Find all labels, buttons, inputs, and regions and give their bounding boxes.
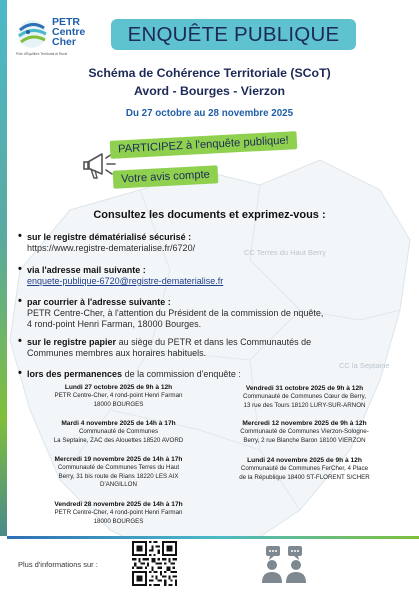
item-email — [27, 265, 387, 287]
bullet-courrier: • — [18, 295, 22, 307]
bullet-permanences: • — [18, 367, 22, 379]
permanence-7 — [26, 501, 211, 526]
item-permanences — [27, 369, 387, 380]
permanence-1 — [26, 384, 211, 409]
perm-date: Vendredi 28 novembre 2025 de 14h à 17h — [54, 501, 183, 508]
page-title: ENQUÊTE PUBLIQUE — [127, 22, 340, 46]
perm-line: 13 rue des Tours 18120 LURY-SUR-ARNON — [243, 401, 366, 409]
permanence-2 — [212, 385, 397, 410]
perm-line: Berry, 2 rue Blanche Baron 18100 VIERZON — [243, 436, 366, 444]
logo-line1: PETR — [52, 16, 81, 28]
logo-line2: Centre — [52, 26, 86, 38]
perm-date: Lundi 24 novembre 2025 de 9h à 12h — [247, 457, 362, 464]
email-label: via l'adresse mail suivante : — [27, 265, 146, 275]
bullet-email: • — [18, 263, 22, 275]
perm-date: Vendredi 31 octobre 2025 de 9h à 12h — [245, 385, 364, 392]
papier-rest: au siège du PETR et dans les Communautés de — [118, 337, 312, 347]
registre-url[interactable]: https://www.registre-dematerialise.fr/6720/ — [27, 242, 196, 253]
consult-heading: Consultez les documents et exprimez-vous : — [93, 209, 326, 221]
logo-line3: Cher — [52, 36, 76, 48]
perm-line: PETR Centre-Cher, 4 rond-point Henri Farman — [54, 509, 183, 517]
perm-date: Mercredi 12 novembre 2025 de 9h à 12h — [242, 420, 367, 427]
petr-logo — [16, 16, 100, 60]
permanence-6 — [212, 457, 397, 482]
qr-code[interactable] — [132, 541, 177, 586]
logo-icon — [16, 18, 50, 50]
opinion-badge: Votre avis compte — [113, 165, 219, 188]
perm-line: D'ANGILLON — [100, 480, 137, 488]
participate-badge: PARTICIPEZ à l'enquête publique! — [110, 131, 298, 159]
subtitle-scot: Schéma de Cohérence Territoriale (SCoT) — [88, 66, 331, 80]
bullet-registre: • — [18, 230, 22, 242]
perm-date: Mardi 4 novembre 2025 de 14h à 17h — [61, 420, 176, 427]
subtitle-places: Avord - Bourges - Vierzon — [134, 84, 285, 98]
item-courrier — [27, 297, 387, 329]
item-papier — [27, 337, 387, 359]
perm-rest: de la commission d'enquête : — [124, 369, 241, 379]
perm-line: 18000 BOURGES — [93, 517, 144, 525]
courrier-line2: 4 rond-point Henri Farman, 18000 Bourges. — [27, 318, 202, 329]
perm-line: Communauté de Communes FerCher, 4 Place — [240, 465, 369, 473]
perm-date: Mercredi 19 novembre 2025 de 14h à 17h — [54, 456, 183, 463]
map-label-septaine: CC la Septaine — [339, 361, 390, 370]
permanence-4 — [212, 420, 397, 445]
permanence-3 — [26, 420, 211, 445]
perm-line: La Septaine, ZAC des Alouettes 18520 AVORD — [53, 436, 184, 444]
papier-line2: Communes membres aux horaires habituels. — [27, 347, 207, 358]
perm-line: Communauté de Communes Cœur de Berry, — [243, 393, 366, 401]
perm-line: Communauté de Communes Vierzon-Sologne- — [240, 428, 369, 436]
perm-line: 18000 BOURGES — [93, 400, 144, 408]
item-registre — [27, 232, 387, 254]
perm-line: Communauté de Communes — [78, 428, 159, 436]
perm-bold: lors des permanences — [27, 369, 123, 379]
registre-label: sur le registre dématérialisé sécurisé : — [27, 232, 192, 242]
email-link[interactable]: enquete-publique-6720@registre-dematerialise.fr — [27, 275, 224, 286]
perm-date: Lundi 27 octobre 2025 de 9h à 12h — [64, 384, 173, 391]
logo-subtitle: Pôle d'Équilibre Territorial et Rural — [16, 52, 68, 56]
more-info-text: Plus d'informations sur : — [18, 560, 98, 569]
bullet-papier: • — [18, 335, 22, 347]
perm-line: de la République 18400 ST-FLORENT S/CHER — [239, 473, 370, 481]
perm-line: PETR Centre-Cher, 4 rond-point Henri Farman — [54, 392, 183, 400]
permanence-5 — [26, 456, 211, 489]
papier-bold: sur le registre papier — [27, 337, 117, 347]
courrier-line1: PETR Centre-Cher, à l'attention du Président de la commission de nquête, — [27, 307, 324, 318]
perm-line: Berry, 31 bis route de Rians 18220 LES AIX — [58, 472, 179, 480]
map-label-haut-berry: CC Terres du Haut Berry — [244, 248, 326, 257]
header-banner — [111, 19, 356, 50]
logo-wordmark — [52, 17, 85, 47]
footer-divider — [7, 536, 419, 539]
enquiry-dates: Du 27 octobre au 28 novembre 2025 — [125, 108, 294, 119]
discussion-people-icon — [258, 545, 310, 585]
perm-line: Communauté de Communes Terres du Haut — [57, 464, 180, 472]
courrier-label: par courrier à l'adresse suivante : — [27, 297, 171, 307]
